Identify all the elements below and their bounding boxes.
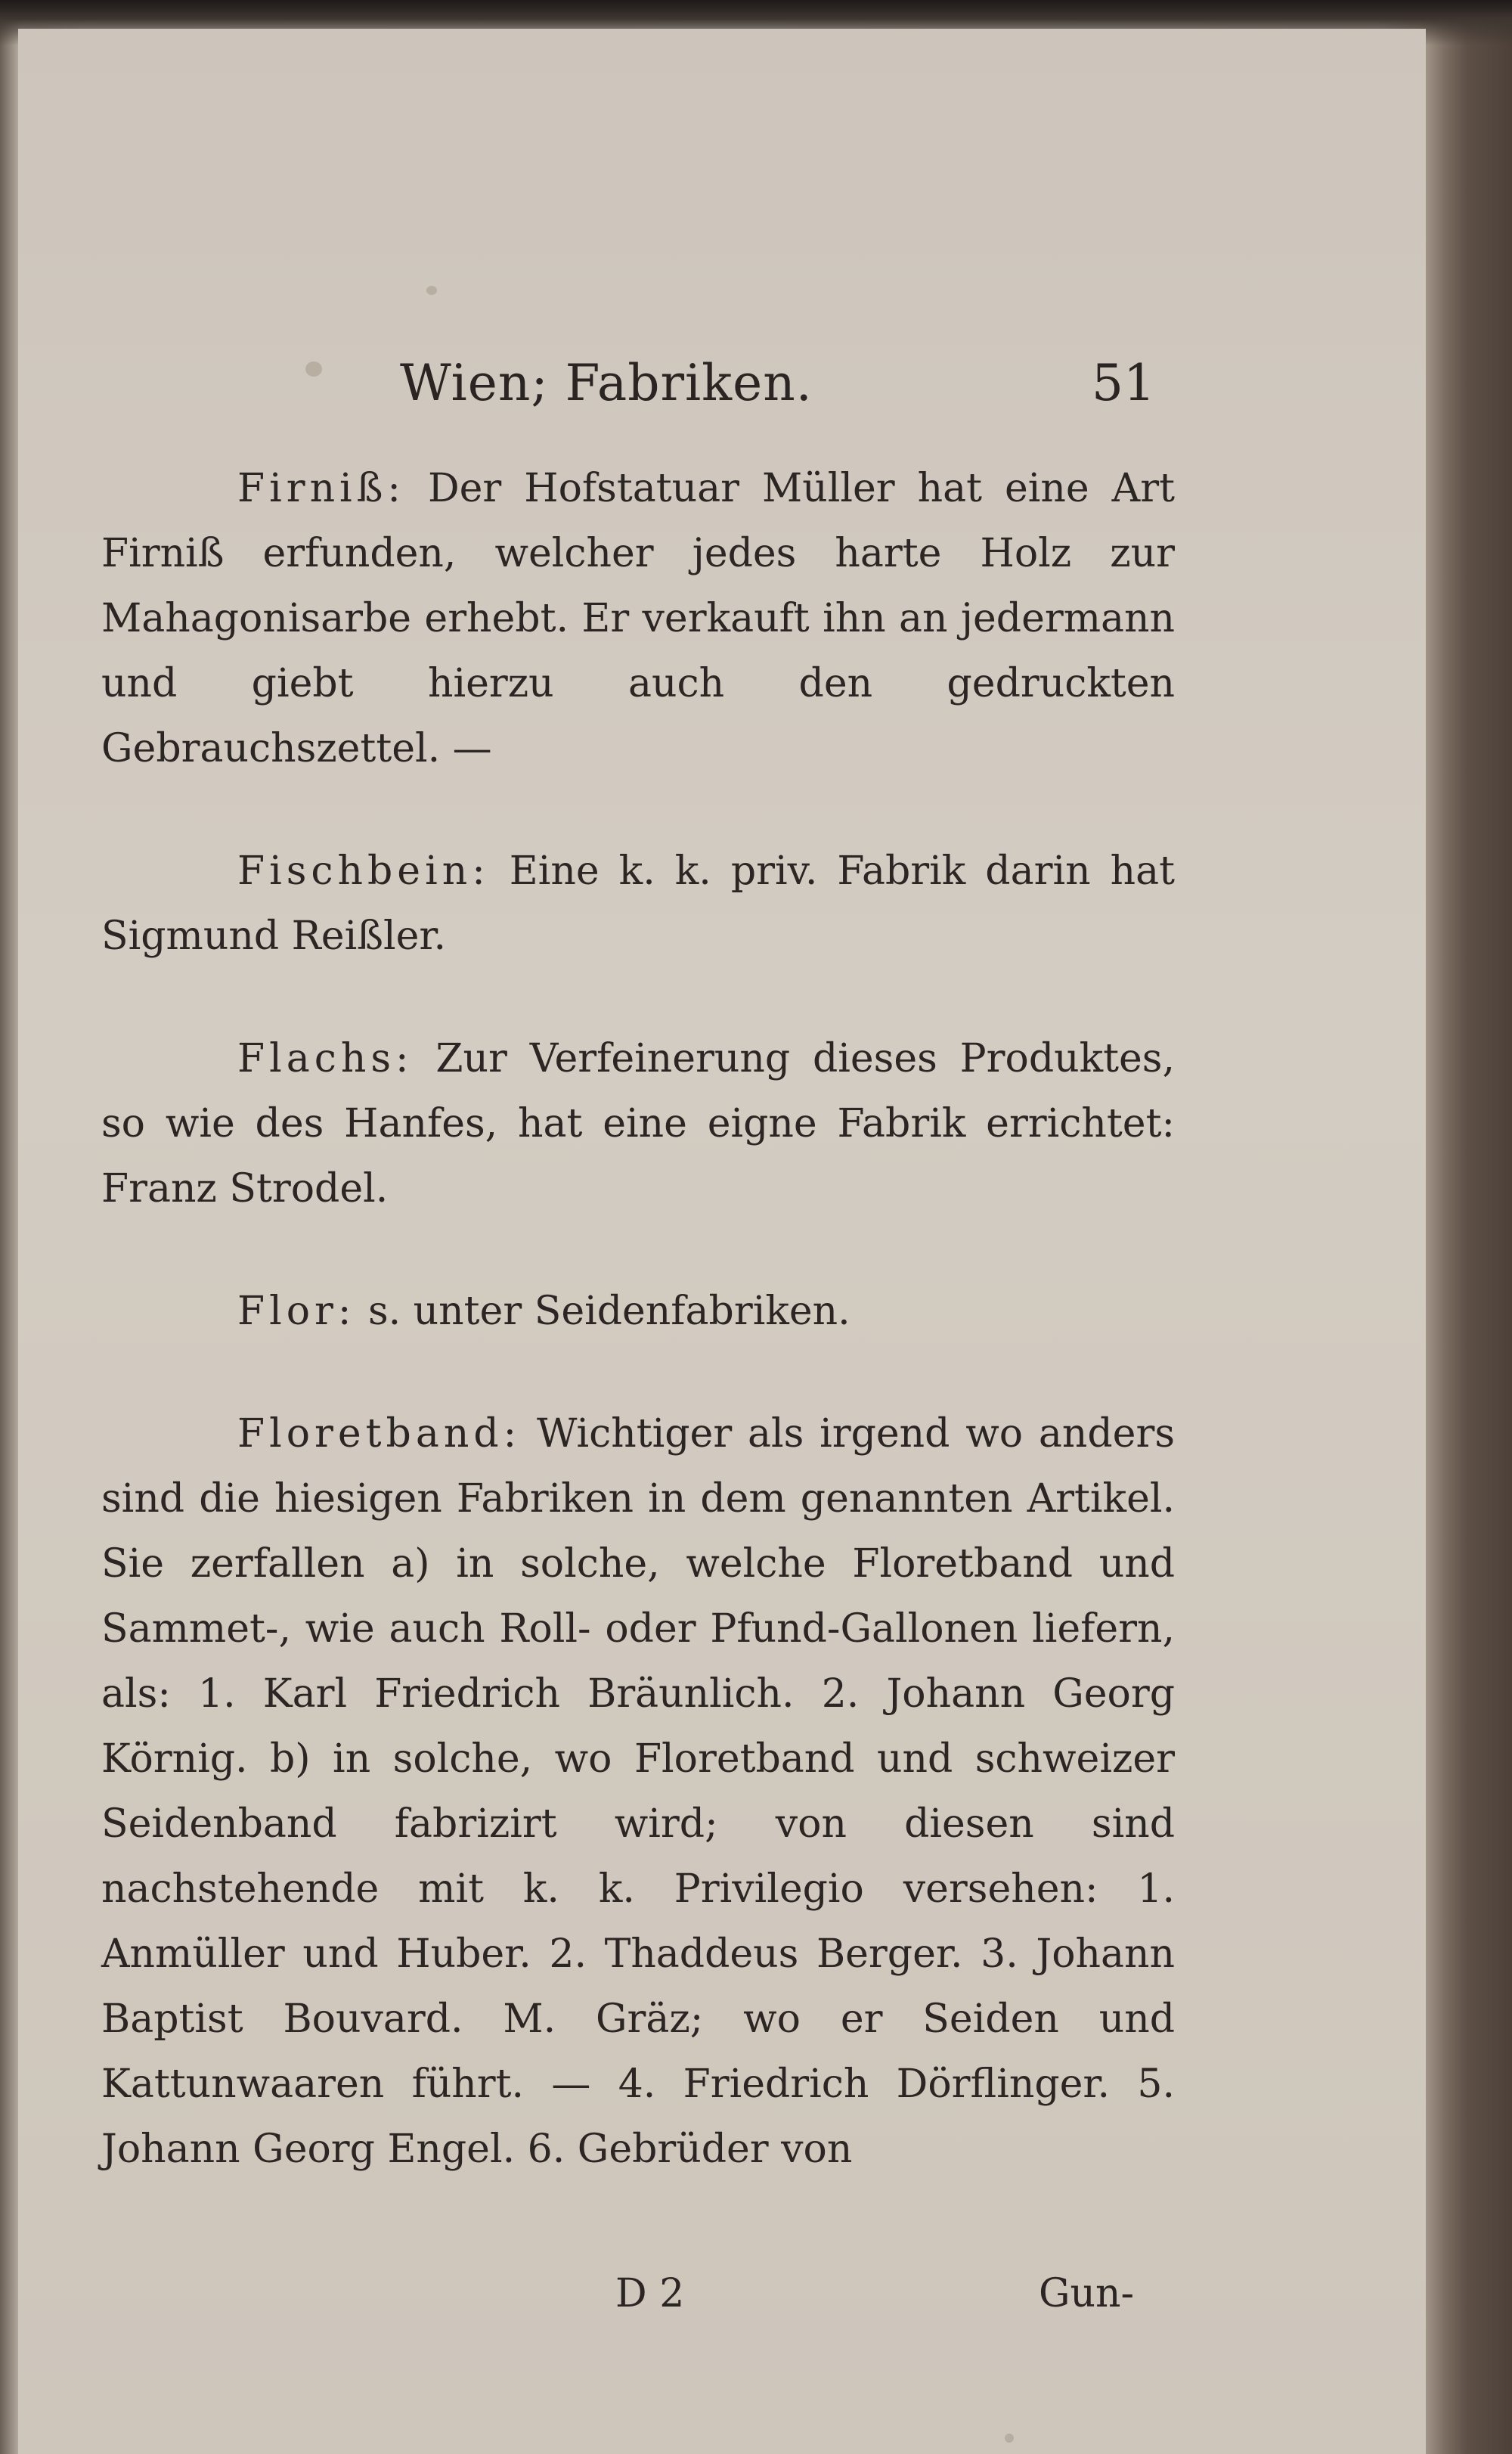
entry-flor <box>101 1279 1175 1344</box>
entry-fischbein <box>101 839 1175 969</box>
entry-text: s. unter Seidenfabriken. <box>367 1289 850 1334</box>
page-number: 51 <box>1092 354 1155 412</box>
entry-term: Floretband: <box>237 1411 522 1457</box>
page-footer <box>18 2271 1426 2339</box>
running-title: Wien; Fabriken. <box>400 354 813 412</box>
entry-term: Flor: <box>237 1289 356 1334</box>
signature-mark: D 2 <box>615 2271 685 2316</box>
catchword: Gun- <box>1039 2271 1135 2316</box>
entry-term: Flachs: <box>237 1036 414 1081</box>
entry-term: Firniß: <box>237 466 405 511</box>
entry-text: Wichtiger als irgend wo anders sind die hiesigen Fabriken in dem genannten Artikel. Sie zerfallen a) in solche, welche Floretband und Sammet-, wie auch Roll- oder Pfund-Gallonen liefern, als: 1. Karl Friedrich Bräunlich. 2. Johann Georg Körnig. b) in solche, wo Floretband und schweizer Seidenband fabrizirt wird; von diesen sind nachstehende mit k. k. Privilegio versehen: 1. Anmüller und Huber. 2. Thaddeus Berger. 3. Johann Baptist Bouvard. M. Gräz; wo er Seiden und Kattunwaaren führt. — 4. Friedrich Dörflinger. 5. Johann Georg Engel. 6. Gebrüder von <box>101 1411 1176 2172</box>
page-header <box>18 354 1426 430</box>
entry-firniss <box>101 456 1175 781</box>
entry-floretband <box>101 1401 1175 2182</box>
paper-stain <box>426 286 437 295</box>
book-page <box>18 29 1426 2454</box>
body-text <box>101 456 1175 2239</box>
entry-text: Zur Verfeinerung dieses Produktes, so wie des Hanfes, hat eine eigne Fabrik errichtet: Franz Strodel. <box>101 1036 1175 1211</box>
paper-stain <box>1005 2434 1014 2443</box>
entry-text: Der Hofstatuar Müller hat eine Art Firniß erfunden, welcher jedes harte Holz zur Mahagonisarbe erhebt. Er verkauft ihn an jedermann und giebt hierzu auch den gedruckten Gebrauchszettel. — <box>101 466 1175 771</box>
entry-term: Fischbein: <box>237 849 490 894</box>
entry-flachs <box>101 1026 1175 1221</box>
entry-text: Eine k. k. priv. Fabrik darin hat Sigmund Reißler. <box>101 849 1176 959</box>
